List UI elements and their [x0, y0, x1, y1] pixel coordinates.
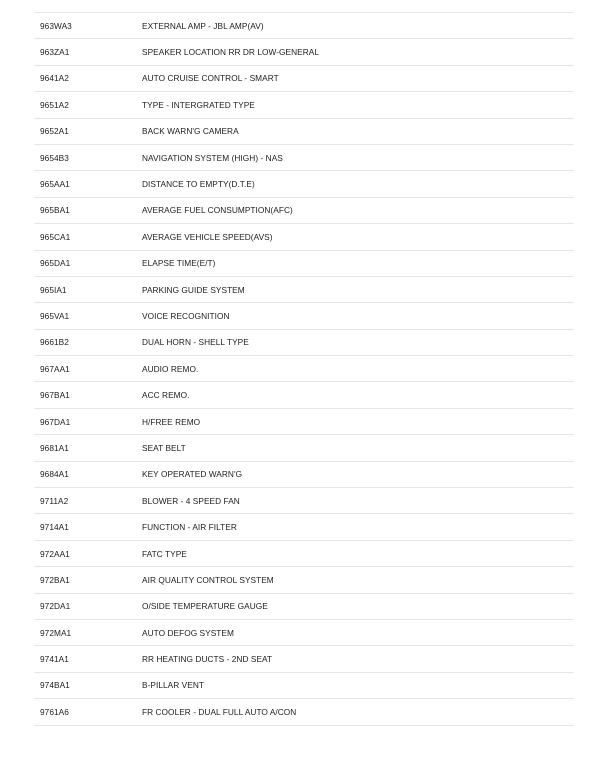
option-description-cell: PARKING GUIDE SYSTEM [142, 284, 245, 295]
option-code-cell: 967DA1 [40, 416, 71, 427]
table-row [34, 462, 574, 488]
option-description-cell: AUDIO REMO. [142, 363, 199, 374]
option-description-cell: AUTO DEFOG SYSTEM [142, 627, 234, 638]
option-description-cell: BLOWER - 4 SPEED FAN [142, 495, 240, 506]
option-description-cell: B-PILLAR VENT [142, 680, 204, 691]
table-row [34, 92, 574, 118]
table-row [34, 673, 574, 699]
option-description-cell: ACC REMO. [142, 390, 190, 401]
option-description-cell: TYPE - INTERGRATED TYPE [142, 99, 255, 110]
option-code-cell: 965BA1 [40, 205, 70, 216]
option-description-cell: O/SIDE TEMPERATURE GAUGE [142, 601, 268, 612]
table-row [34, 620, 574, 646]
option-description-cell: ELAPSE TIME(E/T) [142, 258, 216, 269]
option-description-cell: AIR QUALITY CONTROL SYSTEM [142, 574, 274, 585]
table-row [34, 66, 574, 92]
option-description-cell: NAVIGATION SYSTEM (HIGH) - NAS [142, 152, 283, 163]
option-code-cell: 9711A2 [40, 495, 69, 506]
option-code-cell: 972AA1 [40, 548, 70, 559]
table-row [34, 435, 574, 461]
option-code-cell: 967BA1 [40, 390, 70, 401]
option-code-cell: 9651A2 [40, 99, 69, 110]
option-code-cell: 963WA3 [40, 20, 72, 31]
table-row [34, 514, 574, 540]
option-description-cell: DUAL HORN - SHELL TYPE [142, 337, 249, 348]
option-code-cell: 9684A1 [40, 469, 69, 480]
option-code-cell: 9741A1 [40, 654, 69, 665]
table-row [34, 13, 574, 39]
table-row [34, 646, 574, 672]
option-code-cell: 972MA1 [40, 627, 72, 638]
option-code-cell: 967AA1 [40, 363, 70, 374]
table-row [34, 541, 574, 567]
table-row [34, 330, 574, 356]
table-row [34, 409, 574, 435]
table-row [34, 699, 574, 725]
table-row [34, 277, 574, 303]
table-row [34, 303, 574, 329]
option-description-cell: DISTANCE TO EMPTY(D.T.E) [142, 179, 255, 190]
option-code-cell: 965AA1 [40, 179, 70, 190]
option-code-cell: 972BA1 [40, 574, 70, 585]
option-code-cell: 9641A2 [40, 73, 69, 84]
option-code-cell: 9661B2 [40, 337, 69, 348]
table-row [34, 145, 574, 171]
table-row [34, 488, 574, 514]
option-description-cell: FR COOLER - DUAL FULL AUTO A/CON [142, 706, 297, 717]
table-row [34, 382, 574, 408]
table-row [34, 39, 574, 65]
option-code-cell: 974BA1 [40, 680, 70, 691]
option-code-cell: 9654B3 [40, 152, 69, 163]
table-row [34, 119, 574, 145]
option-description-cell: EXTERNAL AMP - JBL AMP(AV) [142, 20, 264, 31]
option-description-cell: AUTO CRUISE CONTROL - SMART [142, 73, 279, 84]
option-description-cell: KEY OPERATED WARN'G [142, 469, 243, 480]
table-row [34, 171, 574, 197]
option-code-table [34, 12, 574, 726]
option-description-cell: FATC TYPE [142, 548, 187, 559]
option-code-cell: 9714A1 [40, 522, 69, 533]
option-code-cell: 9761A6 [40, 706, 69, 717]
table-row [34, 251, 574, 277]
option-code-cell: 965IA1 [40, 284, 67, 295]
option-description-cell: AVERAGE VEHICLE SPEED(AVS) [142, 231, 273, 242]
table-row [34, 224, 574, 250]
option-description-cell: AVERAGE FUEL CONSUMPTION(AFC) [142, 205, 293, 216]
table-row [34, 594, 574, 620]
option-description-cell: FUNCTION - AIR FILTER [142, 522, 237, 533]
option-description-cell: RR HEATING DUCTS - 2ND SEAT [142, 654, 273, 665]
option-code-cell: 965VA1 [40, 310, 70, 321]
option-description-cell: SEAT BELT [142, 442, 186, 453]
table-row [34, 567, 574, 593]
option-code-cell: 9681A1 [40, 442, 69, 453]
option-code-cell: 9652A1 [40, 126, 69, 137]
table-row [34, 356, 574, 382]
option-code-cell: 965DA1 [40, 258, 71, 269]
option-description-cell: H/FREE REMO [142, 416, 201, 427]
table-row [34, 198, 574, 224]
option-description-cell: BACK WARN'G CAMERA [142, 126, 239, 137]
option-description-cell: VOICE RECOGNITION [142, 310, 230, 321]
option-description-cell: SPEAKER LOCATION RR DR LOW-GENERAL [142, 47, 320, 58]
option-code-cell: 963ZA1 [40, 47, 70, 58]
option-code-cell: 972DA1 [40, 601, 71, 612]
option-code-cell: 965CA1 [40, 231, 71, 242]
